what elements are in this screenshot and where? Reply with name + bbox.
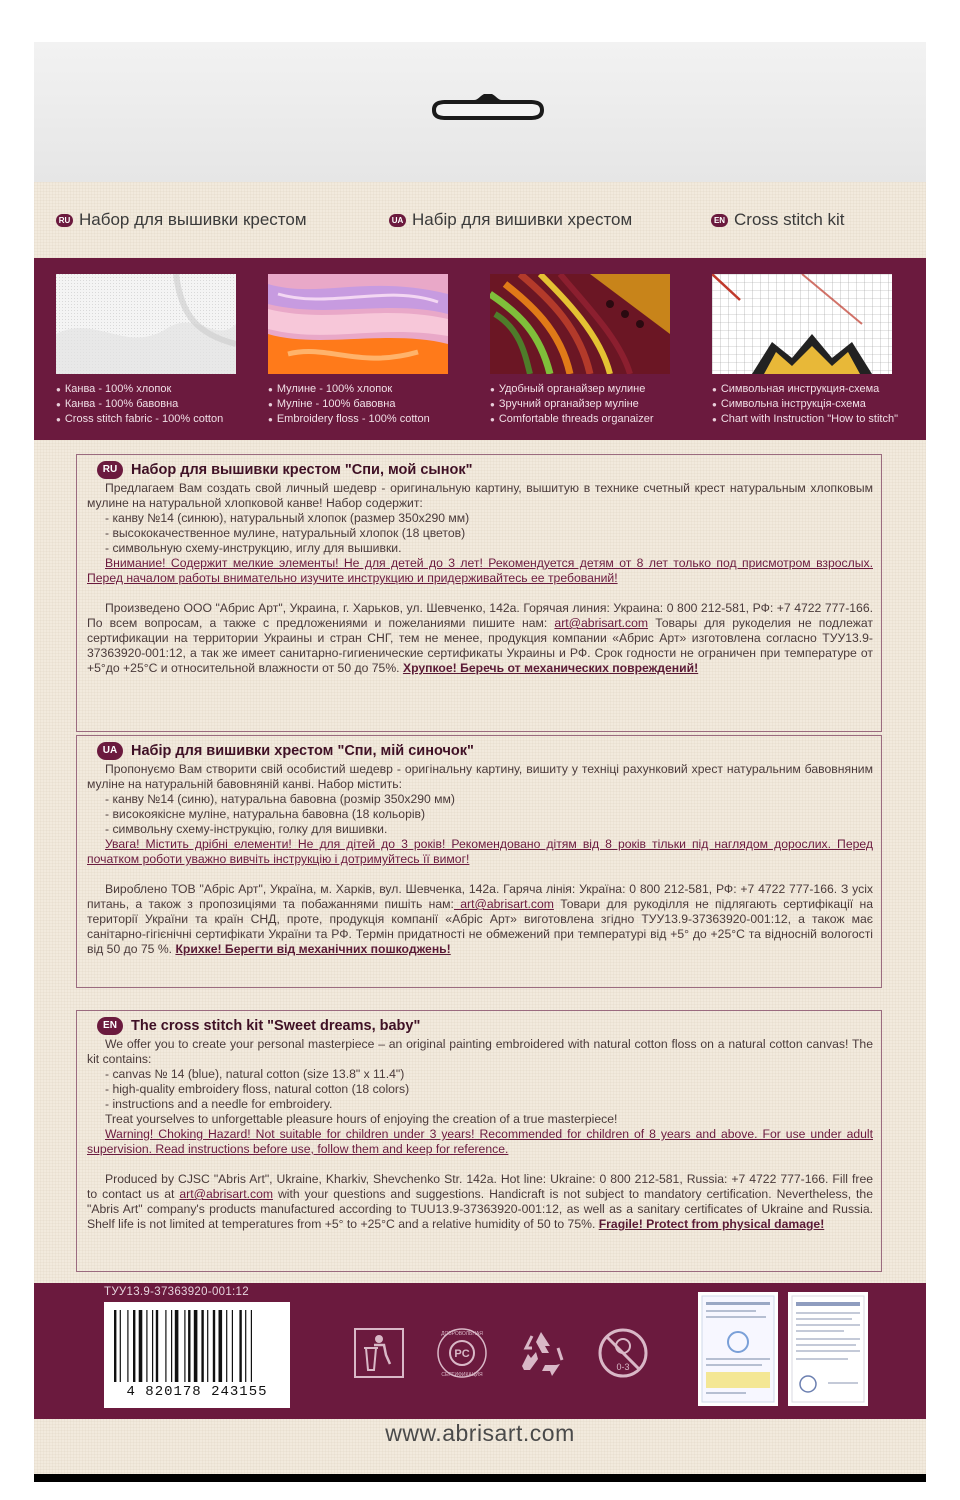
- barcode-bar: [251, 1310, 252, 1382]
- title-ua: [389, 210, 632, 230]
- ua-warning: Увага! Містить дрібні елементи! Не для дітей до 3 років! Рекомендовано дітям від 8 років тільки під наглядом дорослих. Перед початком роботи уважно вивчіть інструкцію і дотримуйтесь її вимог!: [87, 837, 873, 866]
- ua-item: - канву №14 (синю), натуральна бавовна (розмір 350х290 мм): [105, 792, 455, 806]
- feature-caption: ● Удобный органайзер мулине: [490, 382, 670, 397]
- ru-producer-text: Произведено ООО "Абрис Арт", Украина, г. Харьков, ул. Шевченко, 142а. Горячая линия: Украина: 0 800 212-581, РФ: +7 4722 777-166. По всем вопросам, а также с предложениями и пожеланиями пишите нам:: [87, 601, 873, 630]
- barcode-bar: [219, 1310, 223, 1382]
- feature-caption: ● Символьна інструкція-схема: [712, 397, 892, 412]
- ru-producer: [87, 601, 873, 676]
- barcode-bar: [194, 1310, 198, 1382]
- barcode-bar: [156, 1310, 158, 1382]
- pc-bottom-label: СЕРТИФИКАЦИЯ: [441, 1372, 483, 1378]
- barcode-bar: [188, 1310, 190, 1382]
- ru-badge: RU: [56, 214, 73, 227]
- trash-bin-icon: [352, 1326, 406, 1380]
- barcode-bar: [171, 1310, 172, 1382]
- feature-floss: [268, 274, 448, 427]
- en-item: - high-quality embroidery floss, natural cotton (18 colors): [105, 1082, 410, 1096]
- recycle-icon: [514, 1326, 568, 1380]
- organizer-photo: [490, 274, 670, 374]
- ua-fragile: Крихке! Берегти від механічних пошкоджень!: [175, 942, 451, 956]
- certificate-ukraine: [698, 1292, 778, 1406]
- ua-producer-text: Вироблено ТОВ "Абріс Арт", Україна, м. Харків, вул. Шевченка, 142а. Гаряча лінія: Україна: 0 800 212-581, РФ: +7 4722 777-166. З усіх питань, а також з пропозиціями та побажаннями пишіть нам:: [87, 882, 873, 911]
- feature-caption: ● Символьная инструкция-схема: [712, 382, 892, 397]
- ua-heading: [97, 740, 873, 762]
- en-item: - instructions and a needle for embroidery.: [105, 1097, 333, 1111]
- bottom-edge: [34, 1474, 926, 1482]
- ua-item: - символьну схему-інструкцію, голку для вишивки.: [105, 822, 388, 836]
- canvas-photo: [56, 274, 236, 374]
- hang-hole-icon: [424, 92, 552, 128]
- en-producer-text: Produced by CJSC "Abris Art", Ukraine, Kharkiv, Shevchenko Str. 142a. Hot line: Ukraine: 0 800 212-581, Russia: +7 4722 777-166. Fill free to contact us at: [87, 1172, 873, 1201]
- feature-caption: ● Канва - 100% бавовна: [56, 397, 236, 412]
- en-warning: Warning! Choking Hazard! Not suitable for children under 3 years! Recommended for children of 8 years and above. For use under adult supervision. Read instructions before use, follow them and keep for reference.: [87, 1127, 873, 1156]
- barcode-bar: [127, 1310, 128, 1382]
- ru-warning: Внимание! Содержит мелкие элементы! Не для детей до 3 лет! Рекомендуется детям от 8 лет только под присмотром взрослых. Перед началом работы внимательно изучите инструкцию и придерживайтесь ее требований!: [87, 556, 873, 585]
- feature-canvas: [56, 274, 236, 427]
- feature-caption: ● Зручний органайзер муліне: [490, 397, 670, 412]
- barcode-bar: [139, 1310, 143, 1382]
- ru-item: - канву №14 (синюю), натуральный хлопок (размер 350х290 мм): [105, 511, 470, 525]
- en-fragile: Fragile! Protect from physical damage!: [598, 1217, 825, 1231]
- ua-producer-text: Товари для рукоділля не підлягають сертифікації на території України та країн СНД, проте, продукція компанії «Абріс Арт» виготовлена згідно ТУУ13.9-37363920-001:12, а також має санітарно-гігієнічні сертифікати України та РФ. Термін придатності не обмежений при температурі від +5° до +25°С та відносній вологості від 50 до 75 %.: [87, 897, 874, 956]
- ua-producer: [87, 882, 873, 957]
- ru-description: [76, 454, 882, 732]
- barcode-bar: [201, 1310, 203, 1382]
- en-treat: Treat yourselves to unforgettable pleasure hours of enjoying the creation of a true masterpiece!: [105, 1112, 618, 1126]
- en-item: - canvas № 14 (blue), natural cotton (size 13.8" x 11.4"): [105, 1067, 405, 1081]
- en-producer: [87, 1172, 873, 1232]
- en-badge: EN: [97, 1017, 123, 1035]
- feature-caption: ● Embroidery floss - 100% cotton: [268, 412, 448, 427]
- hanger-strip: [34, 42, 926, 183]
- feature-caption: ● Chart with Instruction "How to stitch": [712, 412, 892, 427]
- ru-email-link[interactable]: art@abrisart.com: [554, 616, 649, 630]
- en-badge: EN: [711, 214, 728, 227]
- barcode-bar: [165, 1310, 166, 1382]
- barcode-bar: [152, 1310, 153, 1382]
- ru-title: Набор для вышивки крестом "Спи, мой сынок": [131, 462, 473, 478]
- ru-item: - высококачественное мулине, натуральный хлопок (18 цветов): [105, 526, 466, 540]
- tuu-code: ТУУ13.9-37363920-001:12: [104, 1286, 249, 1298]
- floss-photo: [268, 274, 448, 374]
- en-heading: [97, 1015, 873, 1037]
- pc-top-label: ДОБРОВОЛЬНАЯ: [441, 1331, 483, 1337]
- en-intro: We offer you to create your personal masterpiece – an original painting embroidered with natural cotton floss on a natural cotton canvas! The kit contains:: [87, 1037, 873, 1066]
- ru-intro: Предлагаем Вам создать свой личный шедевр - оригинальную картину, вышитую в технике счетный крест натуральным хлопковым мулине на натуральной хлопковой канве! Набор содержит:: [87, 481, 873, 510]
- barcode-bar: [146, 1310, 147, 1382]
- feature-caption: ● Comfortable threads organaizer: [490, 412, 670, 427]
- ua-title: Набір для вишивки хрестом "Спи, мій синочок": [131, 743, 474, 759]
- barcode-bar: [114, 1310, 116, 1382]
- barcode-bar: [232, 1310, 233, 1382]
- barcode: [104, 1302, 290, 1408]
- ua-badge: UA: [97, 742, 123, 760]
- barcode-bar: [245, 1310, 246, 1382]
- feature-caption: ● Cross stitch fabric - 100% cotton: [56, 412, 236, 427]
- age-restriction-icon: [596, 1326, 650, 1380]
- en-title: The cross stitch kit "Sweet dreams, baby": [131, 1018, 421, 1034]
- barcode-bar: [226, 1310, 227, 1382]
- barcode-bar: [175, 1310, 179, 1382]
- ua-intro: Пропонуємо Вам створити свій особистий шедевр - оригінальну картину, вишиту у техніці рахунковий хрест натуральним бавовняним муліне на натуральній бавовняній канві. Набор містить:: [87, 762, 873, 791]
- ru-item: - символьную схему-инструкцию, иглу для вышивки.: [105, 541, 402, 555]
- feature-caption: ● Мулине - 100% хлопок: [268, 382, 448, 397]
- ua-description: [76, 735, 882, 988]
- ua-item: - високоякісне муліне, натуральна бавовна (18 кольорів): [105, 807, 426, 821]
- title-ru: [56, 210, 307, 230]
- chart-photo: [712, 274, 892, 374]
- barcode-bar: [207, 1310, 208, 1382]
- language-titles: [34, 210, 926, 234]
- feature-organizer: [490, 274, 670, 427]
- features-band: [34, 258, 926, 440]
- pc-certification-icon: [432, 1326, 492, 1380]
- barcode-bar: [133, 1310, 135, 1382]
- barcode-bar: [184, 1310, 185, 1382]
- barcode-bar: [120, 1310, 121, 1382]
- barcode-bar: [239, 1310, 241, 1382]
- ua-email-link[interactable]: art@abrisart.com: [453, 897, 554, 911]
- title-en: [711, 210, 845, 230]
- feature-caption: ● Муліне - 100% бавовна: [268, 397, 448, 412]
- ru-heading: [97, 459, 873, 481]
- website-link[interactable]: www.abrisart.com: [385, 1420, 575, 1446]
- title-ua-text: Набір для вишивки хрестом: [412, 210, 633, 229]
- svg-text:PC: PC: [454, 1348, 470, 1360]
- en-email-link[interactable]: art@abrisart.com: [179, 1187, 274, 1201]
- barcode-bar: [213, 1310, 215, 1382]
- ru-producer-text: Товары для рукоделия не подлежат сертификации на территории Украины и стран СНГ, тем не менее, продукция компании «Абрис Арт» изготовлена согласно ТУУ13.9-37363920-001:12, а так же имеет санитарно-гигиенические сертификаты Украины и РФ. Срок годности не ограничен при температуре от +5°до +25°С и относительной влажности от 50 до 75%.: [87, 616, 873, 675]
- barcode-bars: [112, 1310, 282, 1382]
- age-label: 0-3: [616, 1362, 630, 1372]
- ru-badge: RU: [97, 461, 123, 479]
- feature-chart: [712, 274, 898, 427]
- ru-fragile: Хрупкое! Беречь от механических повреждений!: [402, 661, 699, 675]
- en-description: [76, 1010, 882, 1272]
- certificate-russia: [788, 1292, 868, 1406]
- ua-badge: UA: [389, 214, 406, 227]
- package-back: [34, 42, 926, 1482]
- title-en-text: Cross stitch kit: [734, 210, 845, 229]
- title-ru-text: Набор для вышивки крестом: [79, 210, 307, 229]
- en-producer-text: with your questions and suggestions. Handicraft is not subject to mandatory certification. Nevertheless, the "Abris Art" company's products manufactured according to TUU13.9-37363920-001:12, as well as a sanitary certificates of Ukraine and Russia. Shelf life is not limited at temperatures from +5° to +25°C and a relative humidity of 50 to 75%.: [87, 1187, 873, 1231]
- barcode-number: 4 820178 243155: [126, 1384, 268, 1400]
- feature-caption: ● Канва - 100% хлопок: [56, 382, 236, 397]
